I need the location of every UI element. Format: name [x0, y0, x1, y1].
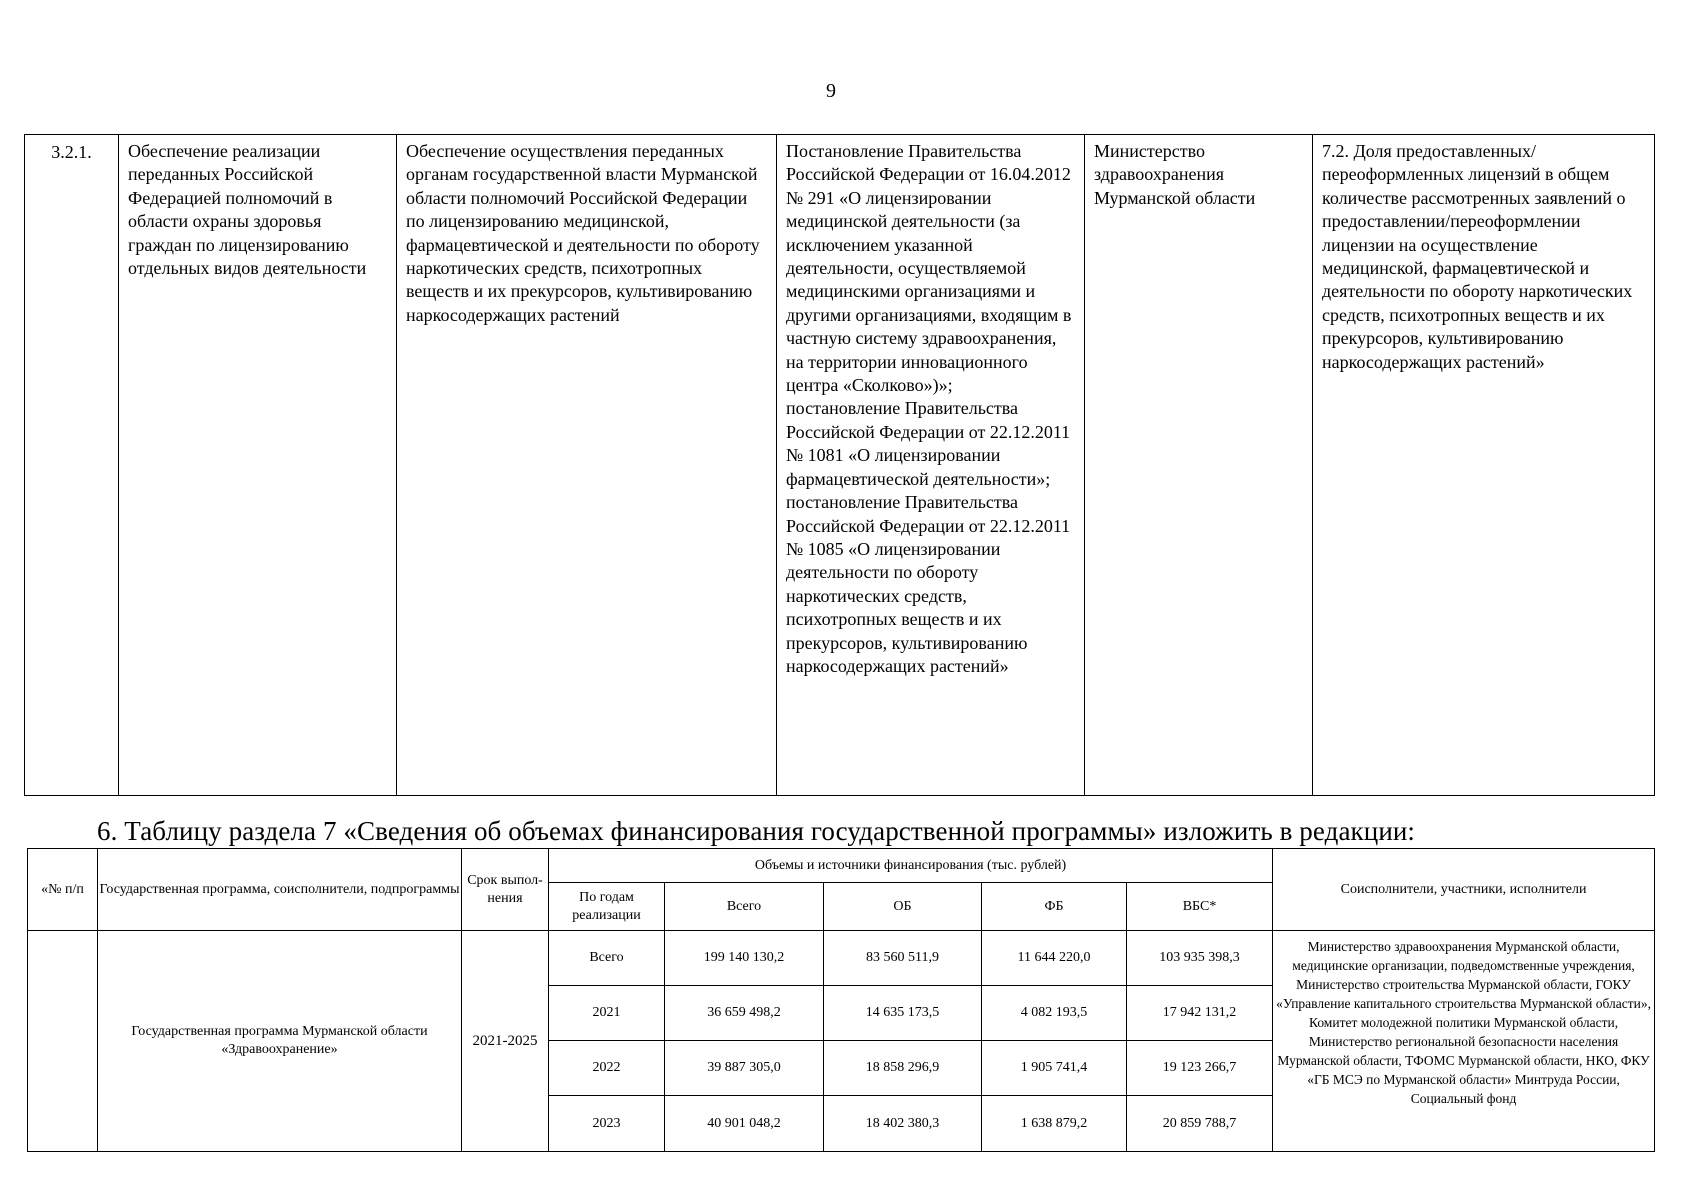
total-cell: 199 140 130,2	[665, 931, 824, 986]
header-funding-group: Объемы и источники финансирования (тыс. рублей)	[549, 849, 1273, 883]
year-cell: 2023	[549, 1096, 665, 1152]
program-term: 2021-2025	[462, 931, 549, 1152]
participants-cell: Министерство здравоохранения Мурманской области, медицинские организации, подведомственные учреждения, Министерство строительства Мурманской области, ГОКУ «Управление капитального строительства Мурманской области», Комитет молодежной политики Мурманской области, Министерство региональной безопасности населения Мурманской области, ТФОМС Мурманской области, НКО, ФКУ «ГБ МСЭ по Мурманской области» Минтруда России, Социальный фонд	[1273, 931, 1655, 1152]
vbs-cell: 20 859 788,7	[1127, 1096, 1273, 1152]
table-row	[25, 135, 1655, 796]
ob-cell: 83 560 511,9	[824, 931, 982, 986]
activity-name: Обеспечение реализации переданных Российской Федерацией полномочий в области охраны здоровья граждан по лицензированию отдельных видов деятельности	[119, 135, 397, 796]
header-fb: ФБ	[982, 883, 1127, 931]
header-num: «№ п/п	[28, 849, 98, 931]
section-heading: 6. Таблицу раздела 7 «Сведения об объемах финансирования государственной программы» изложить в редакции:	[97, 816, 1416, 846]
header-total: Всего	[665, 883, 824, 931]
vbs-cell: 17 942 131,2	[1127, 986, 1273, 1041]
row-number: 3.2.1.	[25, 135, 119, 796]
header-by-year: По годам реализации	[549, 883, 665, 931]
header-program: Государственная программа, соисполнители, подпрограммы	[98, 849, 462, 931]
ob-cell: 14 635 173,5	[824, 986, 982, 1041]
total-cell: 36 659 498,2	[665, 986, 824, 1041]
activity-description: Обеспечение осуществления переданных органам государственной власти Мурманской области полномочий Российской Федерации по лицензированию медицинской, фармацевтической и деятельности по обороту наркотических средств, психотропных веществ и их прекурсоров, культивированию наркосодержащих растений	[397, 135, 777, 796]
page-number: 9	[826, 80, 836, 102]
financing-table	[27, 848, 1655, 1152]
ob-cell: 18 858 296,9	[824, 1041, 982, 1096]
legal-basis-item: Постановление Правительства Российской Федерации от 16.04.2012 № 291 «О лицензировании медицинской деятельности (за исключением указанной деятельности, осуществляемой медицинскими организациями и другими организациями, входящим в частную систему здравоохранения, на территории инновационного центра «Сколково»)»;	[786, 141, 1072, 396]
ob-cell: 18 402 380,3	[824, 1096, 982, 1152]
executor: Министерство здравоохранения Мурманской области	[1085, 135, 1313, 796]
indicator: 7.2. Доля предоставленных/переоформленных лицензий в общем количестве рассмотренных заявлений о предоставлении/переоформлении лицензии на осуществление медицинской, фармацевтической и деятельности по обороту наркотических средств, психотропных веществ и их прекурсоров, культивированию наркосодержащих растений»	[1313, 135, 1655, 796]
legal-basis-item: постановление Правительства Российской Федерации от 22.12.2011 № 1081 «О лицензировании фармацевтической деятельности»;	[786, 398, 1071, 489]
program-row-number	[28, 931, 98, 1152]
header-term: Срок выпол-нения	[462, 849, 549, 931]
legal-basis-item: постановление Правительства Российской Федерации от 22.12.2011 № 1085 «О лицензировании деятельности по обороту наркотических средств, психотропных веществ и их прекурсоров, культивированию наркосодержащих растений»	[786, 492, 1071, 676]
activities-table	[24, 134, 1655, 796]
total-cell: 39 887 305,0	[665, 1041, 824, 1096]
header-vbs: ВБС*	[1127, 883, 1273, 931]
fb-cell: 11 644 220,0	[982, 931, 1127, 986]
header-ob: ОБ	[824, 883, 982, 931]
legal-basis	[777, 135, 1085, 796]
fb-cell: 1 905 741,4	[982, 1041, 1127, 1096]
table-row	[28, 931, 1655, 986]
header-participants: Соисполнители, участники, исполнители	[1273, 849, 1655, 931]
year-cell: 2021	[549, 986, 665, 1041]
total-cell: 40 901 048,2	[665, 1096, 824, 1152]
year-cell: 2022	[549, 1041, 665, 1096]
vbs-cell: 19 123 266,7	[1127, 1041, 1273, 1096]
program-name: Государственная программа Мурманской области «Здравоохранение»	[98, 931, 462, 1152]
fb-cell: 4 082 193,5	[982, 986, 1127, 1041]
year-cell: Всего	[549, 931, 665, 986]
vbs-cell: 103 935 398,3	[1127, 931, 1273, 986]
fb-cell: 1 638 879,2	[982, 1096, 1127, 1152]
